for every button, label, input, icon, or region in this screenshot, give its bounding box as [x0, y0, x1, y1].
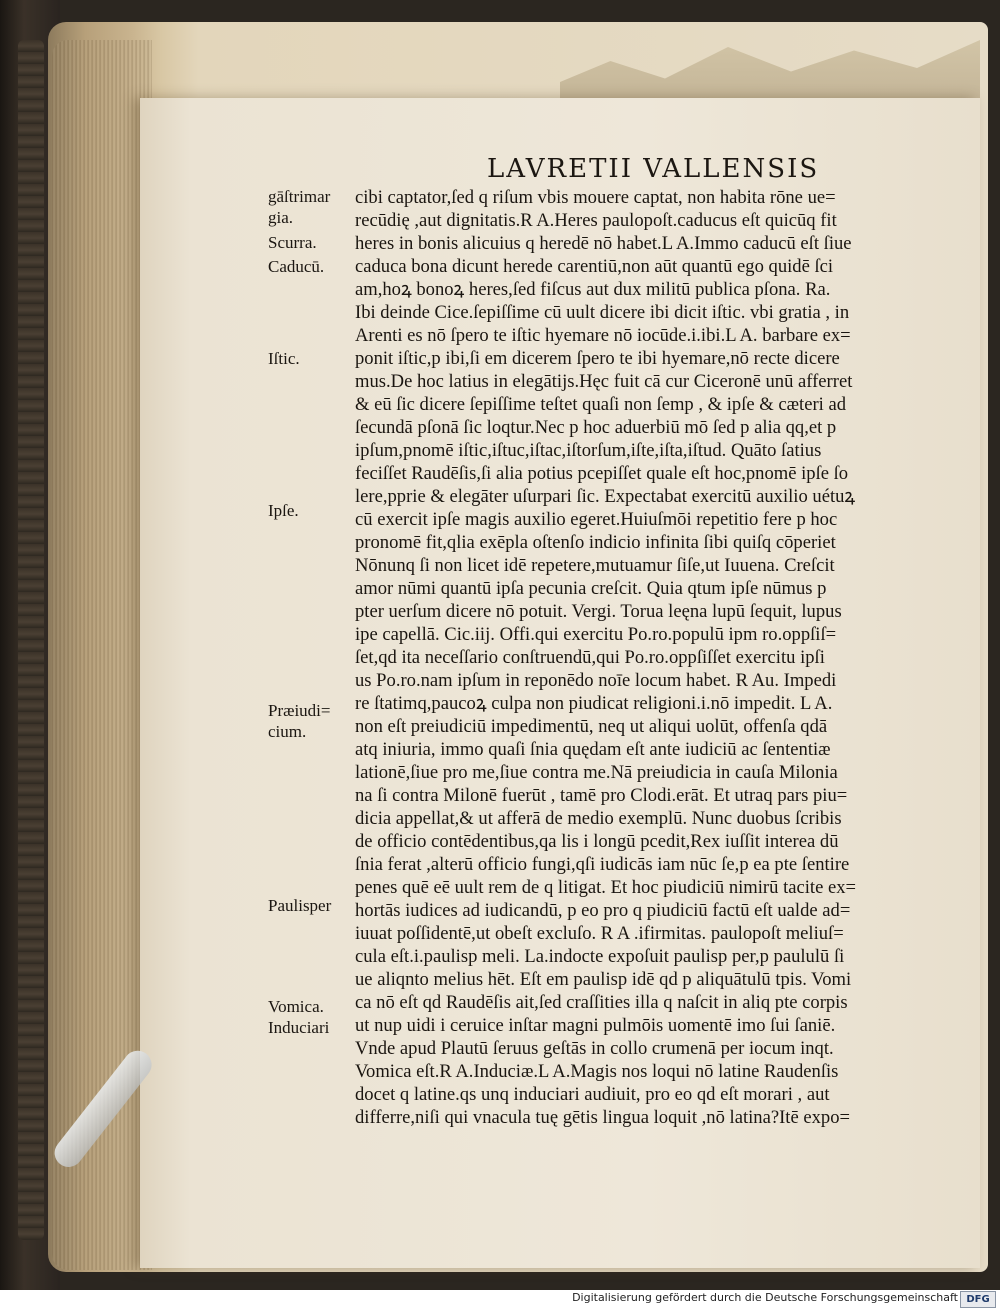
- text-line: lere,pprie & elegāter uſurpari ſic. Expectabat exercitū auxilio uétuꝝ: [355, 486, 856, 507]
- margin-note-scurra: Scurra.: [268, 233, 317, 252]
- text-line: ipe capellā. Cic.iij. Offi.qui exercitu Po.ro.populū ipm ro.oppſiſ=: [355, 624, 837, 645]
- text-line: ſecundā pſonā ſic loqtur.Nec p hoc aduerbiū mō ſed p alia qq,et p: [355, 417, 837, 438]
- text-line: us Po.ro.nam ipſum in reponēdo noīe locum habet. R Au. Impedi: [355, 670, 837, 691]
- text-line: mus.De hoc latius in elegātijs.Hęc fuit cā cur Ciceronē unū afferret: [355, 371, 853, 392]
- text-line: iuuat poſſidentē,ut obeſt excluſo. R A .ifirmitas. paulopoſt meliuſ=: [355, 923, 844, 944]
- text-line: ue aliqnto melius hēt. Eſt em paulisp idē qd p aliquātulū tpis. Vomi: [355, 969, 852, 990]
- margin-note-caducum: Caducū.: [268, 257, 325, 276]
- dfg-logo: DFG: [960, 1291, 996, 1308]
- margin-note-gastrimargia: gāſtrimar gia.: [268, 187, 331, 227]
- text-line: re ſtatimq,paucoꝝ culpa non piudicat religioni.i.nō impedit. L A.: [355, 693, 833, 714]
- running-head: LAVRETII VALLENSIS: [487, 154, 820, 184]
- margin-note-vomica: Vomica. Induciari: [268, 997, 330, 1037]
- text-line: de officio contēdentibus,qa lis i longū pcedit,Rex iuſſit interea dū: [355, 831, 839, 852]
- text-line: am,hoꝝ bonoꝝ heres,ſed fiſcus aut dux militū publica pſona. Ra.: [355, 279, 831, 300]
- text-line: ſet,qd ita neceſſario conſtruendū,qui Po.ro.oppſiſſet exercitu ipſi: [355, 647, 825, 668]
- margin-note-istic: Iſtic.: [268, 349, 300, 368]
- text-line: ca nō eſt qd Raudēſis ait,ſed craſſities illa q naſcit in aliq pte corpis: [355, 992, 848, 1013]
- text-line: atq iniuria, immo quaſi ſnia quędam eſt ante iudiciū ac ſententiæ: [355, 739, 831, 760]
- text-line: Arenti es nō ſpero te iſtic hyemare nō iocūde.i.ibi.L A. barbare ex=: [355, 325, 851, 346]
- text-line: docet q latine.qs unq induciari audiuit, pro eo qd eſt morari , aut: [355, 1084, 830, 1105]
- text-line: Vomica eſt.R A.Induciæ.L A.Magis nos loqui nō latine Raudenſis: [355, 1061, 839, 1082]
- text-line: hortās iudices ad iudicandū, p eo pro q piudiciū factū eſt ualde ad=: [355, 900, 851, 921]
- footer-bar: [0, 1290, 1000, 1308]
- text-line: lationē,ſiue pro me,ſiue contra me.Nā preiudicia in cauſa Milonia: [355, 762, 838, 783]
- margin-note-paulisper: Paulisper: [268, 896, 332, 915]
- footer-credit: Digitalisierung gefördert durch die Deutsche Forschungsgemeinschaft: [572, 1291, 958, 1304]
- text-line: dicia appellat,& ut afferā de medio exemplū. Nunc duobus ſcribis: [355, 808, 842, 829]
- body-text: [355, 186, 930, 1129]
- text-line: Vnde apud Plautū ſeruus geſtās in collo crumenā per iocum inqt.: [355, 1038, 834, 1059]
- text-line: cū exercit ipſe magis auxilio egeret.Huiuſmōi repetitio fere p hoc: [355, 509, 838, 530]
- text-line: differre,niſi qui vnacula tuę gētis lingua loquit ,nō latina?Itē expo=: [355, 1107, 850, 1128]
- text-line: ſnia ferat ,alterū officio fungi,qſi iudicās iam nūc ſe,p ea pte ſentire: [355, 854, 850, 875]
- text-line: cula eſt.i.paulisp meli. La.indocte expoſuit paulisp per,p paululū ſi: [355, 946, 845, 967]
- text-line: pronomē fit,qlia exēpla oſtenſo indicio infinita ſibi quiſq cōperiet: [355, 532, 836, 553]
- text-line: non eſt preiudiciū impedimentū, neq ut aliqui uolūt, offenſa qdā: [355, 716, 828, 737]
- text-line: cibi captator,ſed q riſum vbis mouere captat, non habita rōne ue=: [355, 187, 836, 208]
- text-line: caduca bona dicunt herede carentiū,non aūt quantū ego quidē ſci: [355, 256, 834, 277]
- margin-note-praeiudicium: Præiudi= cium.: [268, 701, 331, 741]
- text-line: ut nup uidi i ceruice inſtar magni pulmōis uomentē imo ſui ſaniē.: [355, 1015, 836, 1036]
- book-spine: [18, 40, 44, 1240]
- text-line: Ibi deinde Cice.ſepiſſime cū uult dicere ibi dicit iſtic. vbi gratia , in: [355, 302, 850, 323]
- text-line: & eū ſic dicere ſepiſſime teſtet quaſi non ſemp , & ipſe & cæteri ad: [355, 394, 847, 415]
- text-line: amor nūmi quantū ipſa pecunia creſcit. Quia qtum ipſe nūmus p: [355, 578, 827, 599]
- text-line: ipſum,pnomē iſtic,iſtuc,iſtac,iſtorſum,iſte,iſta,iſtud. Quāto ſatius: [355, 440, 822, 461]
- text-line: ponit iſtic,p ibi,ſi em dicerem ſpero te ibi hyemare,nō recte dicere: [355, 348, 840, 369]
- text-line: feciſſet Raudēſis,ſi alia potius pcepiſſet quale eſt hoc,pnomē ipſe ſo: [355, 463, 849, 484]
- text-line: recūdię ,aut dignitatis.R A.Heres paulopoſt.caducus eſt quicūq fit: [355, 210, 837, 231]
- text-line: heres in bonis alicuius q heredē nō habet.L A.Immo caducū eſt ſiue: [355, 233, 852, 254]
- margin-note-ipse: Ipſe.: [268, 501, 299, 520]
- text-line: na ſi contra Milonē fuerūt , tamē pro Clodi.erāt. Et utraq pars piu=: [355, 785, 848, 806]
- text-line: Nōnunq ſi non licet idē repetere,mutuamur ſiſe,ut Iuuena. Creſcit: [355, 555, 835, 576]
- text-line: penes quē eē uult rem de q litigat. Et hoc piudiciū nimirū tacite ex=: [355, 877, 857, 898]
- text-line: pter uerſum dicere nō potuit. Vergi. Torua leęna lupū ſequit, lupus: [355, 601, 842, 622]
